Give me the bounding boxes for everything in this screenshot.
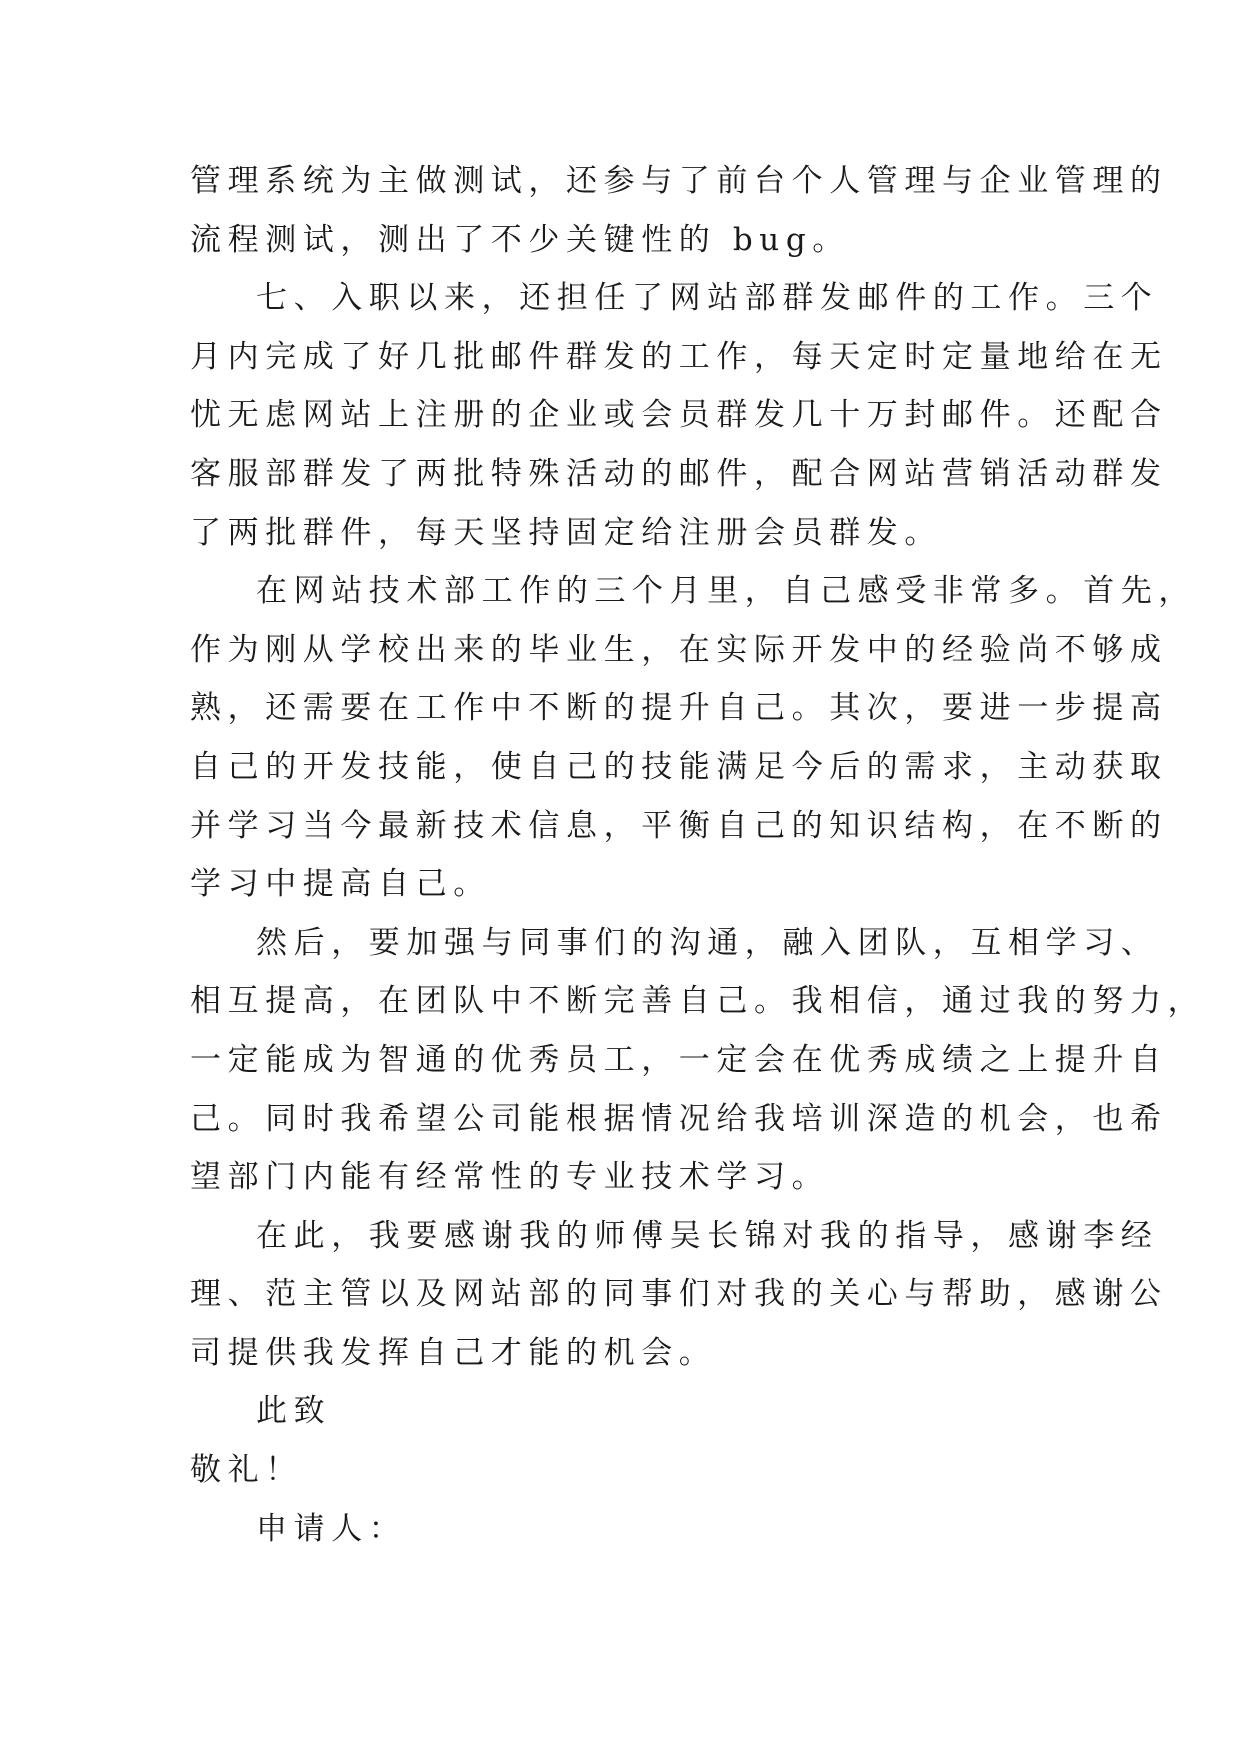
body-line: 自己的开发技能，使自己的技能满足今后的需求，主动获取 [190, 748, 1168, 785]
body-line: 流程测试，测出了不少关键性的 bug。 [190, 221, 850, 258]
body-line: 理、范主管以及网站部的同事们对我的关心与帮助，感谢公 [190, 1276, 1168, 1313]
paragraph-start-line: 在网站技术部工作的三个月里，自己感受非常多。首先， [256, 573, 1196, 610]
body-line: 客服部群发了两批特殊活动的邮件，配合网站营销活动群发 [190, 455, 1168, 492]
applicant-label: 申请人： [256, 1510, 407, 1547]
body-line: 了两批群件，每天坚持固定给注册会员群发。 [190, 514, 942, 551]
closing-regards: 敬礼！ [190, 1452, 303, 1489]
closing-salutation: 此致 [256, 1393, 332, 1430]
body-line: 望部门内能有经常性的专业技术学习。 [190, 1159, 830, 1196]
body-line: 己。同时我希望公司能根据情况给我培训深造的机会，也希 [190, 1100, 1168, 1137]
body-line: 作为刚从学校出来的毕业生，在实际开发中的经验尚不够成 [190, 631, 1168, 668]
paragraph-start-line: 然后，要加强与同事们的沟通，融入团队，互相学习、 [256, 924, 1159, 961]
body-line: 熟，还需要在工作中不断的提升自己。其次，要进一步提高 [190, 690, 1168, 727]
body-line: 相互提高，在团队中不断完善自己。我相信，通过我的努力， [190, 983, 1206, 1020]
body-line: 管理系统为主做测试，还参与了前台个人管理与企业管理的 [190, 163, 1168, 199]
body-line: 月内完成了好几批邮件群发的工作，每天定时定量地给在无 [190, 338, 1168, 375]
body-line: 忧无虑网站上注册的企业或会员群发几十万封邮件。还配合 [190, 397, 1168, 434]
body-line: 司提供我发挥自己才能的机会。 [190, 1334, 717, 1371]
paragraph-start-line: 在此，我要感谢我的师傅吴长锦对我的指导，感谢李经 [256, 1217, 1159, 1254]
document-body [190, 152, 1206, 1558]
paragraph-start-line: 七、入职以来，还担任了网站部群发邮件的工作。三个 [256, 280, 1159, 317]
body-line: 并学习当今最新技术信息，平衡自己的知识结构，在不断的 [190, 807, 1168, 844]
body-line: 学习中提高自己。 [190, 866, 491, 903]
body-line: 一定能成为智通的优秀员工，一定会在优秀成绩之上提升自 [190, 1041, 1168, 1078]
